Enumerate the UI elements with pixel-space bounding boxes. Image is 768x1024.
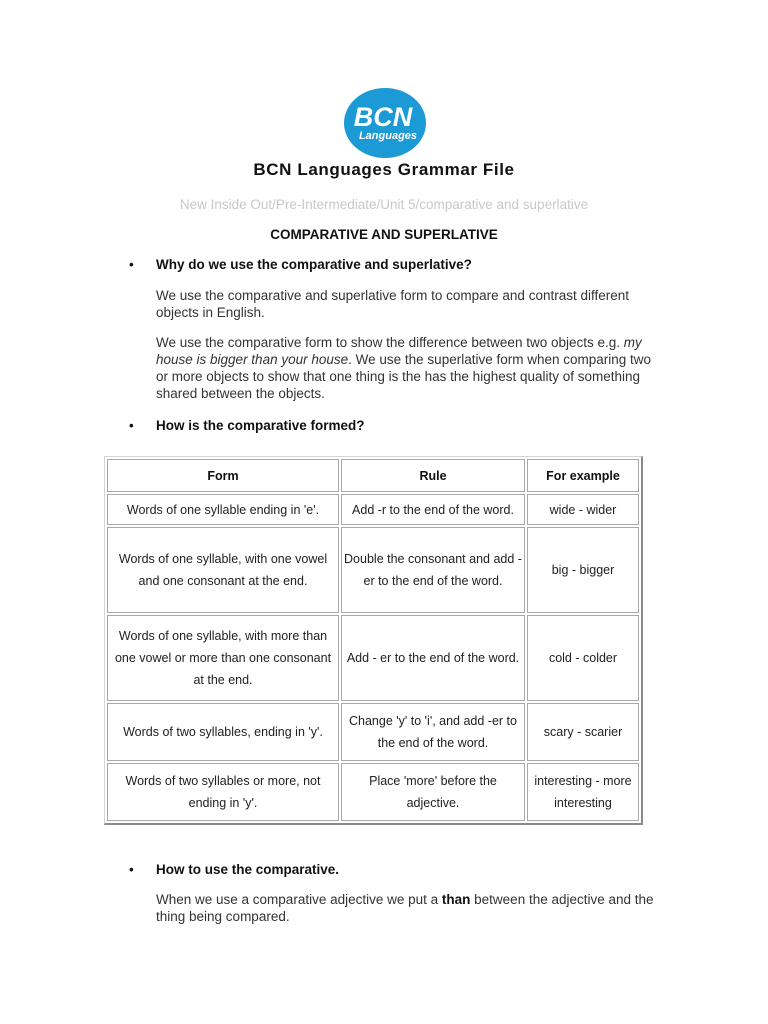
cell-example: wide - wider — [527, 494, 639, 525]
paragraph-why-2-text-a: We use the comparative form to show the difference between two objects e.g. — [156, 335, 624, 350]
cell-rule: Place 'more' before the adjective. — [341, 763, 525, 821]
logo-main-text: BCN — [353, 102, 413, 132]
bullet-dot: • — [129, 418, 134, 433]
comparative-rules-table — [104, 456, 643, 825]
table-row — [107, 494, 639, 525]
paragraph-how-use-text-b: between the adjective and the thing being compared. — [156, 892, 654, 924]
paragraph-why-2-text-b: . We use the superlative form when comparing two or more objects to show that one thing is the has the highest quality of something shared between the objects. — [156, 352, 652, 401]
cell-form: Words of two syllables or more, not ending in 'y'. — [107, 763, 339, 821]
bullet-how-use-text: How to use the comparative. — [156, 862, 340, 877]
header-rule: Rule — [341, 459, 525, 492]
paragraph-why-2-example: my house is bigger than your house — [156, 335, 642, 367]
table-row — [107, 763, 639, 821]
paragraph-how-use-bold: than — [441, 892, 471, 907]
cell-example: interesting - more interesting — [527, 763, 639, 821]
logo-sub-text: Languages — [358, 130, 418, 142]
document-subtitle: New Inside Out/Pre-Intermediate/Unit 5/comparative and superlative — [179, 197, 589, 212]
cell-form: Words of one syllable, with one vowel and one consonant at the end. — [107, 527, 339, 613]
section-heading: COMPARATIVE AND SUPERLATIVE — [270, 227, 498, 242]
cell-rule: Double the consonant and add -er to the end of the word. — [341, 527, 525, 613]
document-title: BCN Languages Grammar File — [253, 160, 515, 179]
cell-form: Words of two syllables, ending in 'y'. — [107, 703, 339, 761]
paragraph-how-use-text-a: When we use a comparative adjective we put a — [156, 892, 442, 907]
cell-example: big - bigger — [527, 527, 639, 613]
paragraph-why-2 — [156, 334, 661, 402]
cell-rule: Add -r to the end of the word. — [341, 494, 525, 525]
bullet-why-text: Why do we use the comparative and superlative? — [156, 257, 472, 272]
table-row — [107, 615, 639, 701]
table-header-row — [107, 459, 639, 492]
header-example: For example — [527, 459, 639, 492]
bullet-dot: • — [129, 257, 134, 272]
bcn-languages-logo — [343, 87, 427, 159]
logo-mark — [343, 87, 427, 159]
header-form: Form — [107, 459, 339, 492]
paragraph-how-use — [156, 891, 661, 925]
cell-example: cold - colder — [527, 615, 639, 701]
table-row — [107, 527, 639, 613]
cell-rule: Change 'y' to 'i', and add -er to the end of the word. — [341, 703, 525, 761]
paragraph-why-1: We use the comparative and superlative form to compare and contrast different objects in English. — [156, 288, 630, 320]
table-row — [107, 703, 639, 761]
cell-example: scary - scarier — [527, 703, 639, 761]
cell-form: Words of one syllable, with more than one vowel or more than one consonant at the end. — [107, 615, 339, 701]
bullet-how-formed-text: How is the comparative formed? — [156, 418, 365, 433]
bullet-dot: • — [129, 862, 134, 877]
cell-form: Words of one syllable ending in 'e'. — [107, 494, 339, 525]
cell-rule: Add - er to the end of the word. — [341, 615, 525, 701]
